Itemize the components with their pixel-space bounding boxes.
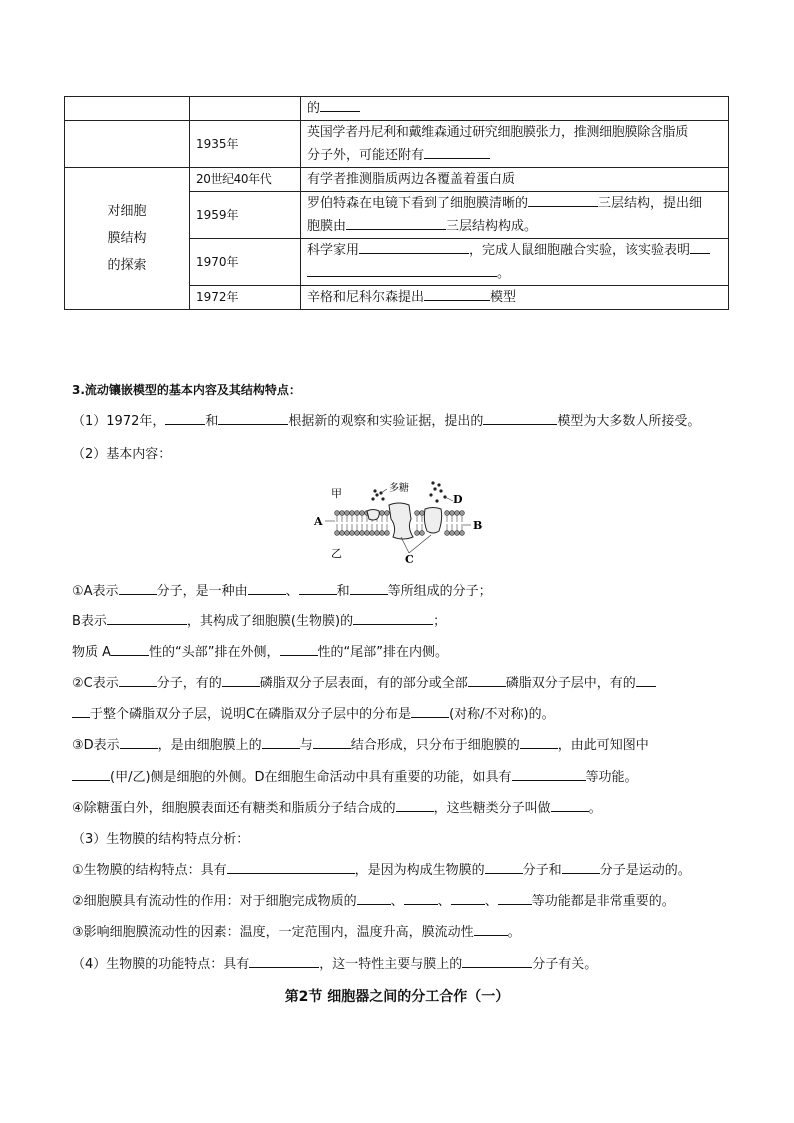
year-cell: 1970年 — [190, 239, 301, 286]
fill-blank[interactable] — [396, 797, 434, 812]
text: 分子和 — [522, 863, 562, 878]
text: 、 — [390, 894, 404, 909]
text: 等功能。 — [585, 770, 638, 785]
text: 于整个磷脂双分子层，说明C在磷脂双分子层中的分布是 — [90, 707, 412, 722]
phospholipid-head — [445, 511, 450, 516]
phospholipid-head — [355, 511, 360, 516]
text: ②细胞膜具有流动性的作用：对于细胞完成物质的 — [72, 894, 357, 909]
year-cell: 1959年 — [190, 192, 301, 239]
text: 等所组成的分子； — [387, 584, 492, 599]
table-cell — [65, 97, 190, 121]
fill-blank[interactable] — [119, 580, 157, 595]
fill-blank[interactable] — [474, 921, 508, 936]
phospholipid-head — [335, 511, 340, 516]
phospholipid-head — [360, 511, 365, 516]
text: 与 — [299, 738, 313, 753]
phospholipid-head — [350, 511, 355, 516]
table-cell — [190, 97, 301, 121]
table-cell — [301, 97, 729, 121]
text: ①生物膜的结构特点：具有 — [72, 863, 227, 878]
fill-blank[interactable] — [353, 610, 433, 625]
phospholipid-head — [420, 531, 425, 536]
text: (对称/不对称)的。 — [449, 707, 555, 722]
text: 和 — [336, 584, 350, 599]
year-cell: 1972年 — [190, 286, 301, 310]
paragraph-line: （2）基本内容： — [72, 447, 172, 462]
text: ③D表示 — [72, 738, 120, 753]
membrane-history-table — [64, 96, 729, 310]
phospholipid-head — [355, 531, 360, 536]
text: (甲/乙)侧是细胞的外侧。D在细胞生命活动中具有重要的功能，如具有 — [110, 770, 512, 785]
section-title: 3.流动镶嵌模型的基本内容及其结构特点： — [72, 383, 301, 397]
fill-blank[interactable] — [165, 410, 205, 425]
fluid-mosaic-diagram — [313, 475, 489, 567]
cell-text: 科学家用 — [307, 243, 360, 258]
text: ，这一特性主要与膜上的 — [319, 957, 463, 972]
fill-blank[interactable] — [424, 286, 490, 301]
text: 等功能都是非常重要的。 — [531, 894, 675, 909]
cell-text: 辛格和尼科尔森提出 — [307, 290, 425, 305]
text: 性的“尾部”排在内侧。 — [317, 645, 448, 660]
group-label: 膜结构 — [107, 231, 147, 246]
text: 分子有关。 — [532, 957, 598, 972]
table-row — [65, 97, 729, 121]
phospholipid-head — [365, 531, 370, 536]
fill-blank[interactable] — [562, 859, 600, 874]
text: ，是由细胞膜上的 — [157, 738, 262, 753]
phospholipid-head — [460, 531, 465, 536]
cell-text-line — [307, 262, 722, 285]
text: 。 — [507, 925, 521, 940]
text: B表示 — [72, 614, 107, 629]
phospholipid-head — [385, 511, 390, 516]
phospholipid-head — [345, 531, 350, 536]
phospholipid-head — [450, 511, 455, 516]
group-label: 对细胞 — [107, 204, 147, 219]
group-label-cell — [65, 168, 190, 310]
phospholipid-head — [335, 531, 340, 536]
phospholipid-head — [455, 511, 460, 516]
fill-blank[interactable] — [227, 859, 355, 874]
diagram-label-c: C — [405, 553, 414, 566]
paragraph-line — [72, 859, 691, 878]
phospholipid-head — [380, 531, 385, 536]
text: ③影响细胞膜流动性的因素：温度，一定范围内，温度升高，膜流动性 — [72, 925, 474, 940]
text: 、 — [437, 894, 451, 909]
fill-blank[interactable] — [551, 797, 589, 812]
table-row — [65, 121, 729, 168]
text: 分子，有的 — [156, 676, 222, 691]
diagram-label-yi: 乙 — [331, 547, 342, 560]
text: 分子，是一种由 — [156, 584, 248, 599]
paragraph-line — [72, 734, 649, 753]
diagram-label-d: D — [453, 493, 463, 506]
fill-blank[interactable] — [528, 192, 598, 207]
cell-text: 三层结构，提出细 — [598, 196, 703, 211]
group-label: 的探索 — [107, 258, 147, 273]
phospholipid-head — [385, 531, 390, 536]
cell-text: 的 — [307, 101, 321, 116]
text: 磷脂双分子层中，有的 — [505, 676, 636, 691]
text: ，其构成了细胞膜(生物膜)的 — [186, 614, 354, 629]
fill-blank[interactable] — [72, 766, 110, 781]
fill-blank[interactable] — [462, 953, 532, 968]
text: ，是因为构成生物膜的 — [354, 863, 485, 878]
fill-blank[interactable] — [120, 734, 158, 749]
phospholipid-head — [415, 531, 420, 536]
protein-shape — [424, 508, 441, 534]
text: 物质 A — [72, 645, 112, 660]
text: ②C表示 — [72, 676, 119, 691]
fill-blank[interactable] — [248, 580, 286, 595]
phospholipid-head — [450, 531, 455, 536]
text: （1）1972年， — [72, 414, 166, 429]
phospholipid-head — [460, 511, 465, 516]
text: 和 — [205, 414, 219, 429]
fill-blank[interactable] — [350, 580, 388, 595]
text: ①A表示 — [72, 584, 119, 599]
fill-blank[interactable] — [307, 262, 497, 277]
fill-blank[interactable] — [299, 580, 337, 595]
fill-blank[interactable] — [346, 215, 446, 230]
text: ； — [433, 614, 447, 629]
phospholipid-head — [375, 531, 380, 536]
text: 结合形成，只分布于细胞膜的 — [350, 738, 520, 753]
fill-blank[interactable] — [359, 239, 469, 254]
phospholipid-head — [370, 531, 375, 536]
text: 、 — [484, 894, 498, 909]
paragraph-line — [72, 890, 675, 909]
text: 根据新的观察和实验证据，提出的 — [288, 414, 484, 429]
text: （4）生物膜的功能特点：具有 — [72, 957, 250, 972]
table-cell — [301, 192, 729, 239]
text: ，这些糖类分子叫做 — [433, 801, 551, 816]
cell-text-line — [307, 192, 722, 215]
text: 。 — [588, 801, 602, 816]
fill-blank[interactable] — [451, 890, 485, 905]
phospholipid-head — [420, 511, 425, 516]
fill-blank[interactable] — [107, 610, 187, 625]
text: ④除糖蛋白外，细胞膜表面还有糖类和脂质分子结合成的 — [72, 801, 396, 816]
cell-text: 英国学者丹尼利和戴维森通过研究细胞膜张力，推测细胞膜除含脂质 — [307, 125, 689, 140]
cell-text: 有学者推测脂质两边各覆盖着蛋白质 — [301, 168, 729, 192]
paragraph-line — [72, 641, 448, 660]
cell-text: 三层结构构成。 — [446, 219, 538, 234]
phospholipid-head — [455, 531, 460, 536]
fill-blank[interactable] — [468, 672, 506, 687]
phospholipid-head — [345, 511, 350, 516]
paragraph-line — [72, 672, 656, 691]
cell-text: ，完成人鼠细胞融合实验，该实验表明 — [469, 243, 691, 258]
phospholipid-head — [445, 531, 450, 536]
cell-text: 罗伯特森在电镜下看到了细胞膜清晰的 — [307, 196, 529, 211]
text: ，由此可知图中 — [557, 738, 649, 753]
fill-blank[interactable] — [119, 672, 157, 687]
cell-text-line — [307, 215, 722, 238]
fill-blank[interactable] — [520, 734, 558, 749]
fill-blank[interactable] — [313, 734, 351, 749]
fill-blank[interactable] — [249, 953, 319, 968]
phospholipid-head — [415, 511, 420, 516]
fill-blank[interactable] — [280, 641, 318, 656]
paragraph-line — [72, 766, 638, 785]
table-cell — [301, 286, 729, 310]
section-heading: 第2节 细胞器之间的分工合作（一） — [284, 989, 510, 1005]
fill-blank[interactable] — [357, 890, 391, 905]
paragraph-line — [72, 580, 492, 599]
text: 、 — [285, 584, 299, 599]
phospholipid-head — [340, 511, 345, 516]
text: 模型为大多数人所接受。 — [557, 414, 701, 429]
fill-blank[interactable] — [512, 766, 586, 781]
fill-blank[interactable] — [72, 703, 90, 718]
paragraph-line — [72, 410, 700, 429]
diagram-label-jia: 甲 — [331, 487, 342, 500]
fill-blank[interactable] — [262, 734, 300, 749]
paragraph-line — [72, 797, 602, 816]
diagram-label-a: A — [314, 515, 323, 528]
phospholipid-head — [360, 531, 365, 536]
table-cell — [65, 121, 190, 168]
fill-blank[interactable] — [483, 410, 557, 425]
text: 性的“头部”排在外侧， — [149, 645, 280, 660]
text: 分子是运动的。 — [599, 863, 691, 878]
phospholipid-head — [350, 531, 355, 536]
cell-text: 胞膜由 — [307, 219, 347, 234]
phospholipid-head — [340, 531, 345, 536]
year-cell: 20世纪40年代 — [190, 168, 301, 192]
fill-blank[interactable] — [424, 144, 490, 159]
table-cell — [301, 239, 729, 286]
cell-text: 模型 — [490, 290, 517, 305]
cell-text-line — [307, 144, 722, 167]
fill-blank[interactable] — [411, 703, 449, 718]
paragraph-line — [72, 703, 555, 722]
paragraph-line: （3）生物膜的结构特点分析： — [72, 832, 250, 847]
paragraph-line — [72, 953, 597, 972]
fill-blank[interactable] — [222, 672, 260, 687]
fill-blank[interactable] — [690, 239, 710, 254]
cell-text: 。 — [497, 266, 511, 281]
fill-blank[interactable] — [111, 641, 149, 656]
fill-blank[interactable] — [636, 672, 656, 687]
fill-blank[interactable] — [498, 890, 532, 905]
year-cell: 1935年 — [190, 121, 301, 168]
fill-blank[interactable] — [218, 410, 288, 425]
cell-text-line — [307, 239, 722, 262]
diagram-label-b: B — [473, 519, 483, 532]
cell-text: 分子外，可能还附有 — [307, 148, 425, 163]
paragraph-line — [72, 921, 521, 940]
protein-shape — [389, 503, 413, 539]
protein-shape — [367, 510, 379, 521]
text: 磷脂双分子层表面，有的部分或全部 — [259, 676, 468, 691]
fill-blank[interactable] — [485, 859, 523, 874]
phospholipid-head — [380, 511, 385, 516]
fill-blank[interactable] — [404, 890, 438, 905]
fill-blank[interactable] — [320, 97, 360, 112]
table-cell — [301, 121, 729, 168]
diagram-label-polysaccharide: 多糖 — [389, 483, 409, 494]
paragraph-line — [72, 610, 446, 629]
table-row — [65, 168, 729, 192]
